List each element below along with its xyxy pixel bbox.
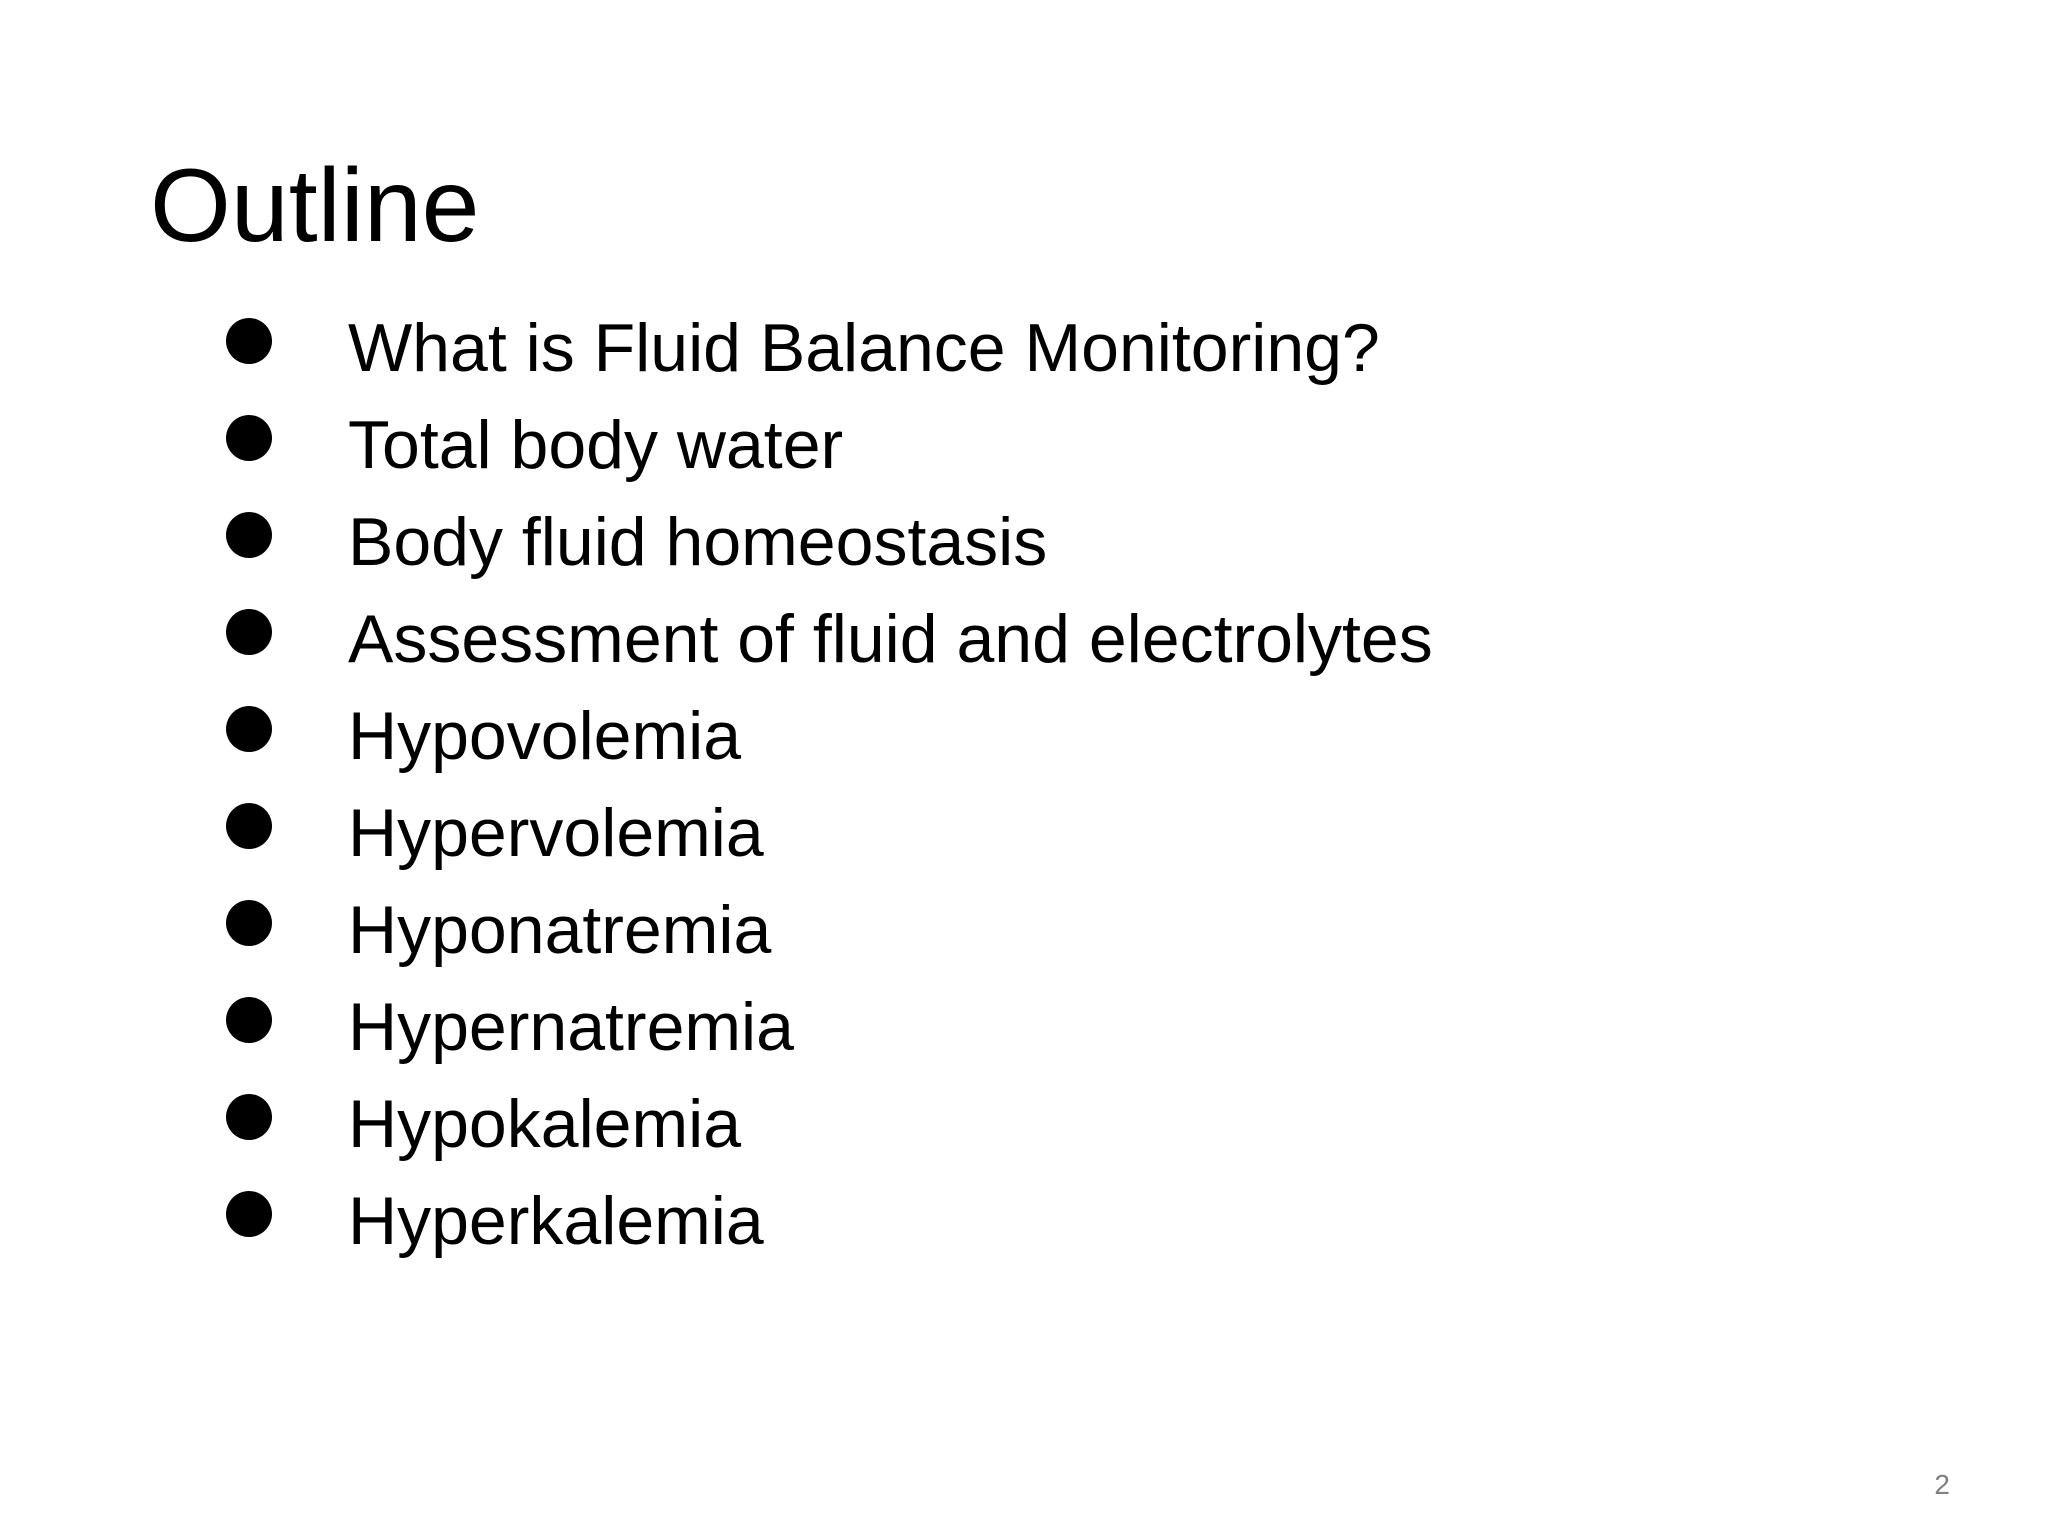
- page-number: 2: [1934, 1469, 1950, 1500]
- bullet-icon: [226, 512, 272, 558]
- outline-item-text: Hyperkalemia: [348, 1183, 764, 1259]
- outline-item: [226, 688, 1876, 785]
- outline-item: [226, 494, 1876, 591]
- outline-item: [226, 979, 1876, 1076]
- outline-item: [226, 882, 1876, 979]
- bullet-icon: [226, 415, 272, 461]
- outline-item-text: Total body water: [348, 407, 844, 483]
- outline-list: [226, 300, 1876, 1270]
- outline-item-text: Hypokalemia: [348, 1086, 742, 1162]
- outline-item-text: What is Fluid Balance Monitoring?: [348, 310, 1380, 386]
- outline-item-text: Hypervolemia: [348, 795, 764, 871]
- outline-item: [226, 300, 1876, 397]
- outline-item-text: Hypovolemia: [348, 698, 742, 774]
- outline-item: [226, 785, 1876, 882]
- bullet-icon: [226, 1191, 272, 1237]
- bullet-icon: [226, 609, 272, 655]
- outline-item: [226, 397, 1876, 494]
- bullet-icon: [226, 318, 272, 364]
- outline-item: [226, 1076, 1876, 1173]
- bullet-icon: [226, 900, 272, 946]
- outline-item-text: Assessment of fluid and electrolytes: [348, 601, 1433, 677]
- outline-item-text: Hypernatremia: [348, 989, 794, 1065]
- slide-title: Outline: [150, 148, 480, 264]
- bullet-icon: [226, 803, 272, 849]
- bullet-icon: [226, 1094, 272, 1140]
- outline-item: [226, 591, 1876, 688]
- bullet-icon: [226, 997, 272, 1043]
- outline-item: [226, 1173, 1876, 1270]
- bullet-icon: [226, 706, 272, 752]
- outline-item-text: Body fluid homeostasis: [348, 504, 1048, 580]
- outline-item-text: Hyponatremia: [348, 892, 772, 968]
